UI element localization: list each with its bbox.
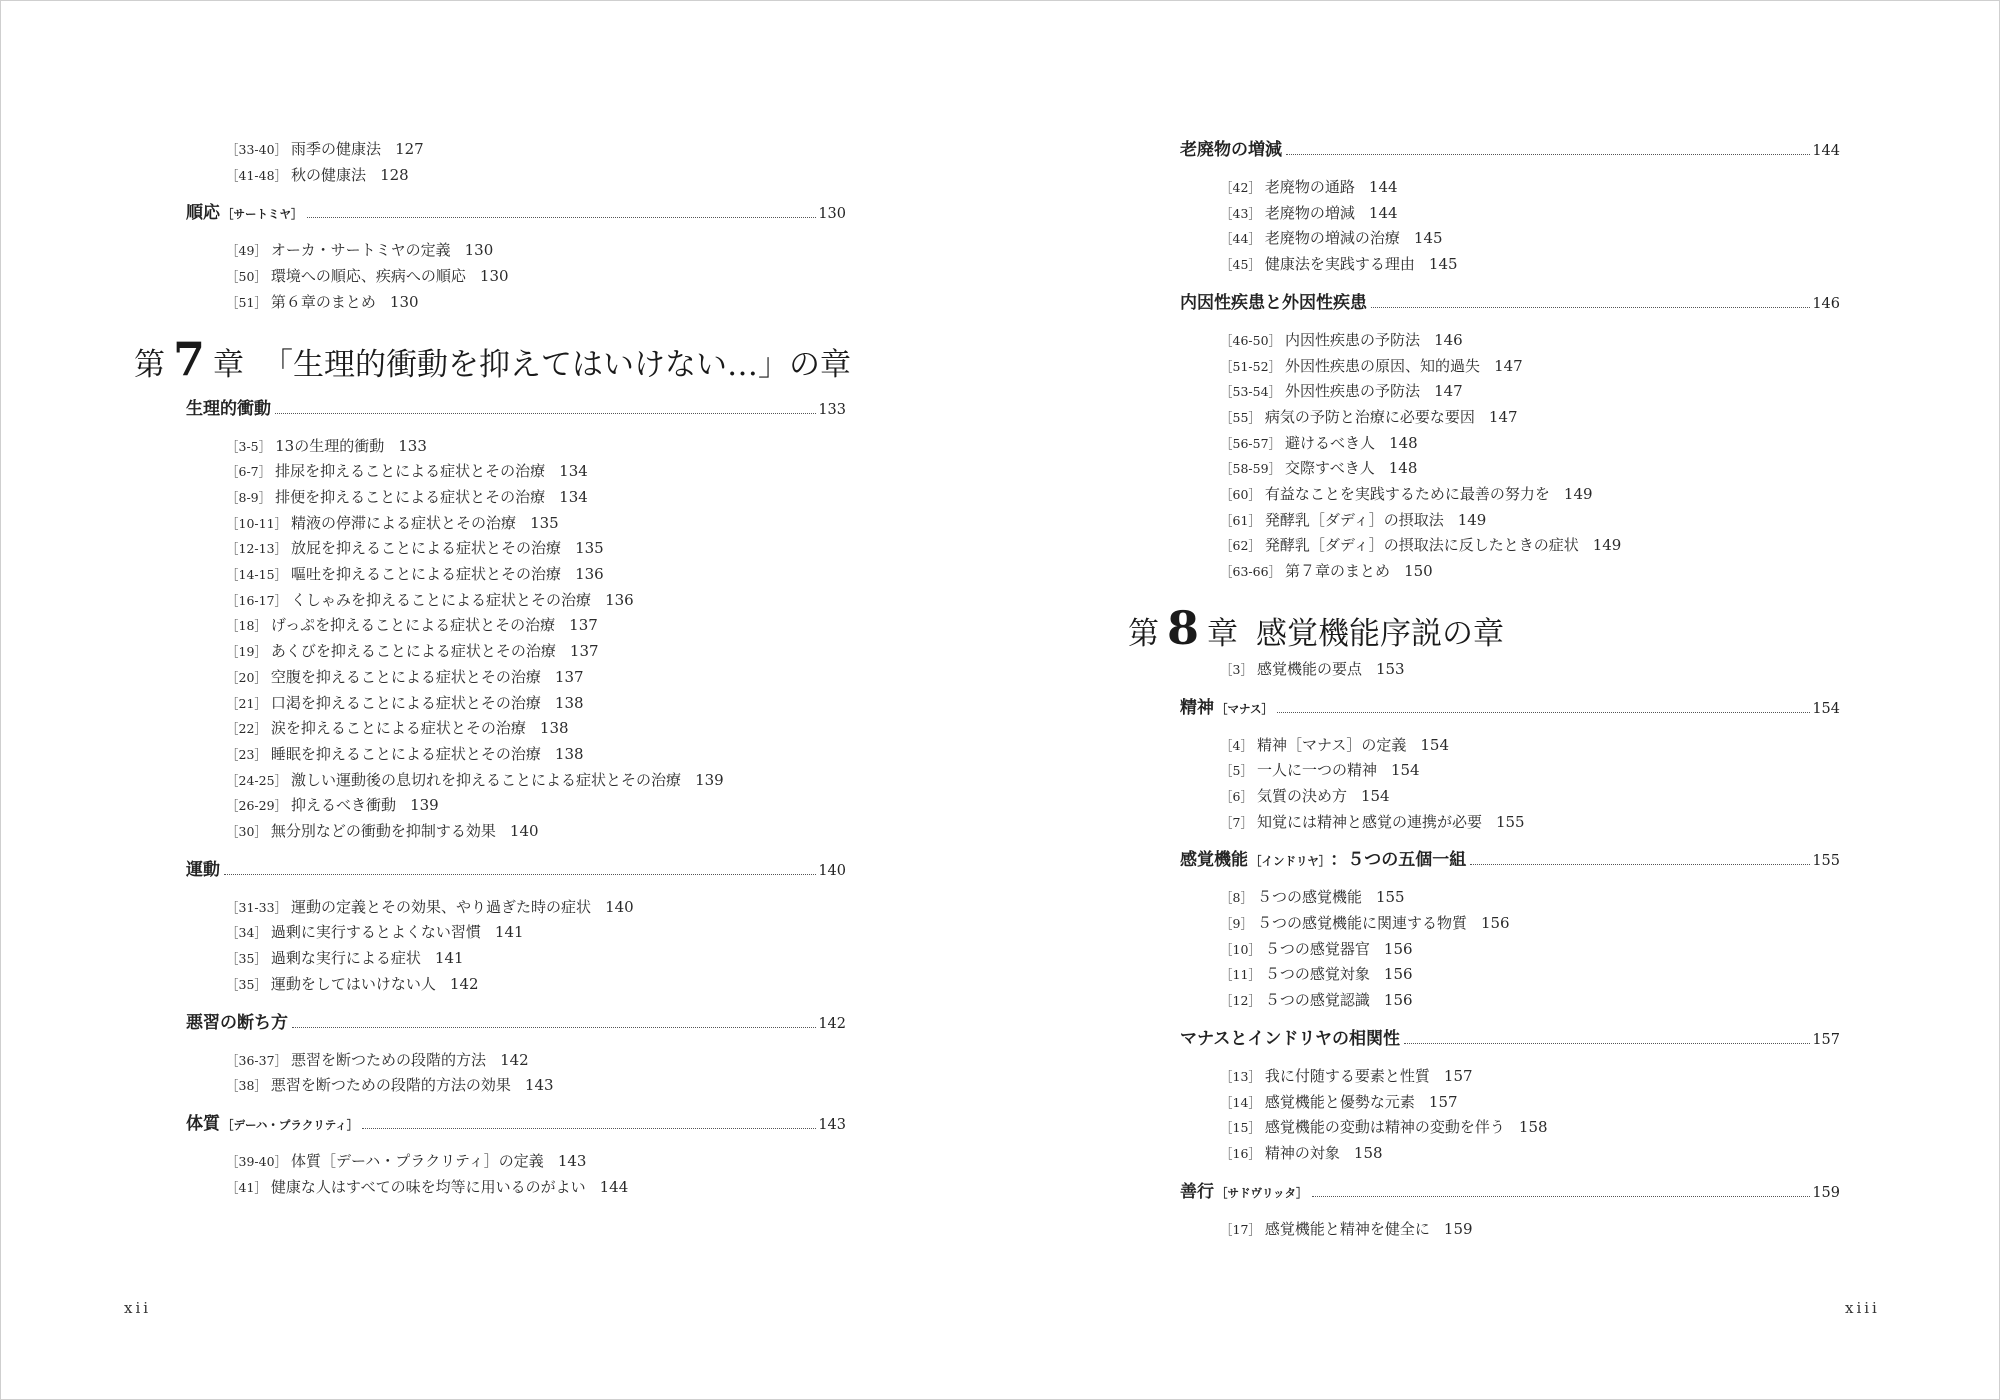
toc-entry[interactable]: ［14］ 感覚機能と優勢な元素 157 (1220, 1092, 1458, 1111)
toc-entry[interactable]: ［63-66］ 第７章のまとめ 150 (1220, 562, 1433, 581)
toc-entry[interactable]: ［6-7］ 排尿を抑えることによる症状とその治療 134 (226, 462, 588, 481)
leader-dots (1470, 863, 1810, 865)
leader-dots (1312, 1195, 1811, 1197)
toc-entry[interactable]: ［10］ ５つの感覚器官 156 (1220, 939, 1413, 958)
toc-entry[interactable]: ［51-52］ 外因性疾患の原因、知的過失 147 (1220, 356, 1523, 375)
toc-entry[interactable]: ［60］ 有益なことを実践するために最善の努力を 149 (1220, 485, 1593, 504)
toc-entry[interactable]: ［3-5］ 13の生理的衝動 133 (226, 436, 427, 455)
toc-entry[interactable]: ［49］ オーカ・サートミヤの定義 130 (226, 241, 494, 260)
toc-entry[interactable]: ［45］ 健康法を実践する理由 145 (1220, 255, 1458, 274)
toc-entry[interactable]: ［62］ 発酵乳［ダディ］の摂取法に反したときの症状 149 (1220, 536, 1622, 555)
leader-dots (1286, 153, 1810, 155)
leader-dots (275, 412, 816, 414)
toc-section-seiri[interactable]: 生理的衝動 133 (186, 398, 846, 419)
toc-section-manasu[interactable]: マナスとインドリヤの相関性 157 (1180, 1028, 1840, 1049)
toc-entry[interactable]: ［35］ 過剰な実行による症状 141 (226, 949, 464, 968)
leader-dots (362, 1127, 816, 1129)
toc-entry[interactable]: ［26-29］ 抑えるべき衝動 139 (226, 796, 439, 815)
toc-entry[interactable]: ［4］ 精神［マナス］の定義 154 (1220, 735, 1449, 754)
toc-entry[interactable]: ［17］ 感覚機能と精神を健全に 159 (1220, 1219, 1473, 1238)
toc-section-undo[interactable]: 運動 140 (186, 859, 846, 880)
toc-entry[interactable]: ［5］ 一人に一つの精神 154 (1220, 761, 1420, 780)
toc-entry[interactable]: ［22］ 涙を抑えることによる症状とその治療 138 (226, 719, 569, 738)
toc-entry[interactable]: ［34］ 過剰に実行するとよくない習慣 141 (226, 923, 524, 942)
toc-entry[interactable]: ［12］ ５つの感覚認識 156 (1220, 991, 1413, 1010)
toc-entry[interactable]: ［55］ 病気の予防と治療に必要な要因 147 (1220, 407, 1518, 426)
page-number-right: xiii (1845, 1299, 1880, 1317)
leader-dots (292, 1026, 816, 1028)
toc-entry[interactable]: ［36-37］ 悪習を断つための段階的方法 142 (226, 1050, 529, 1069)
toc-entry[interactable]: ［9］ ５つの感覚機能に関連する物質 156 (1220, 914, 1510, 933)
right-page (1000, 1, 1999, 1399)
toc-entry[interactable]: ［12-13］ 放屁を抑えることによる症状とその治療 135 (226, 539, 604, 558)
toc-entry[interactable]: ［43］ 老廃物の増減 144 (1220, 203, 1398, 222)
toc-entry[interactable]: ［53-54］ 外因性疾患の予防法 147 (1220, 382, 1463, 401)
toc-right (1128, 137, 1840, 1242)
toc-entry[interactable]: ［61］ 発酵乳［ダディ］の摂取法 149 (1220, 510, 1487, 529)
toc-entry[interactable]: ［58-59］ 交際すべき人 148 (1220, 459, 1418, 478)
toc-entry[interactable]: ［42］ 老廃物の通路 144 (1220, 178, 1398, 196)
toc-entry[interactable]: ［33-40］ 雨季の健康法 127 (226, 140, 424, 158)
toc-entry[interactable]: ［31-33］ 運動の定義とその効果、やり過ぎた時の症状 140 (226, 897, 634, 916)
toc-entry[interactable]: ［8-9］ 排便を抑えることによる症状とその治療 134 (226, 487, 588, 506)
toc-section-zenko[interactable]: 善行 ［サドヴリッタ］ 159 (1180, 1181, 1840, 1202)
toc-section-rohaibutsu[interactable]: 老廃物の増減 144 (1180, 140, 1840, 160)
toc-entry[interactable]: ［18］ げっぷを抑えることによる症状とその治療 137 (226, 616, 598, 635)
toc-entry[interactable]: ［23］ 睡眠を抑えることによる症状とその治療 138 (226, 744, 584, 763)
left-page (1, 1, 1000, 1399)
toc-entry[interactable]: ［19］ あくびを抑えることによる症状とその治療 137 (226, 642, 599, 661)
toc-entry[interactable]: ［50］ 環境への順応、疾病への順応 130 (226, 267, 509, 286)
page-number-left: xii (124, 1299, 152, 1317)
toc-entry[interactable]: ［39-40］ 体質［デーハ・プラクリティ］の定義 143 (226, 1151, 587, 1170)
toc-entry[interactable]: ［35］ 運動をしてはいけない人 142 (226, 974, 479, 993)
toc-entry[interactable]: ［56-57］ 避けるべき人 148 (1220, 433, 1418, 452)
toc-section-junno[interactable]: 順応 ［サートミヤ］ 130 (186, 203, 846, 224)
toc-entry[interactable]: ［21］ 口渇を抑えることによる症状とその治療 138 (226, 693, 584, 712)
toc-entry[interactable]: ［46-50］ 内因性疾患の予防法 146 (1220, 330, 1463, 349)
toc-entry[interactable]: ［6］ 気質の決め方 154 (1220, 786, 1390, 805)
toc-entry[interactable]: ［3］ 感覚機能の要点 153 (1220, 659, 1405, 678)
toc-section-naiin[interactable]: 内因性疾患と外因性疾患 146 (1180, 292, 1840, 313)
leader-dots (1404, 1042, 1810, 1044)
toc-section-akushu[interactable]: 悪習の断ち方 142 (186, 1012, 846, 1033)
toc-entry[interactable]: ［15］ 感覚機能の変動は精神の変動を伴う 158 (1220, 1118, 1548, 1137)
leader-dots (1371, 306, 1810, 308)
toc-entry[interactable]: ［24-25］ 激しい運動後の息切れを抑えることによる症状とその治療 139 (226, 770, 724, 789)
toc-section-seishin[interactable]: 精神 ［マナス］ 154 (1180, 697, 1840, 718)
toc-left (134, 137, 852, 1200)
toc-entry[interactable]: ［8］ ５つの感覚機能 155 (1220, 888, 1405, 907)
toc-entry[interactable]: ［16］ 精神の対象 158 (1220, 1143, 1383, 1162)
toc-entry[interactable]: ［51］ 第６章のまとめ 130 (226, 292, 419, 311)
toc-entry[interactable]: ［41-48］ 秋の健康法 128 (226, 165, 409, 184)
toc-section-taishitsu[interactable]: 体質 ［デーハ・プラクリティ］ 143 (186, 1113, 846, 1134)
toc-entry[interactable]: ［7］ 知覚には精神と感覚の連携が必要 155 (1220, 812, 1525, 831)
toc-entry[interactable]: ［20］ 空腹を抑えることによる症状とその治療 137 (226, 667, 584, 686)
leader-dots (224, 873, 816, 875)
leader-dots (307, 216, 817, 218)
chapter-7-heading[interactable]: 第 7 章 「生理的衝動を抑えてはいけない…」の章 (134, 331, 852, 386)
toc-entry[interactable]: ［38］ 悪習を断つための段階的方法の効果 143 (226, 1076, 554, 1095)
toc-section-kankaku[interactable]: 感覚機能 ［インドリヤ］ ：５つの五個一組 155 (1180, 850, 1840, 871)
toc-entry[interactable]: ［30］ 無分別などの衝動を抑制する効果 140 (226, 822, 539, 841)
toc-entry[interactable]: ［44］ 老廃物の増減の治療 145 (1220, 229, 1443, 248)
toc-entry[interactable]: ［13］ 我に付随する要素と性質 157 (1220, 1066, 1473, 1085)
chapter-8-heading[interactable]: 第 8 章 感覚機能序説の章 (1128, 600, 1505, 655)
toc-entry[interactable]: ［11］ ５つの感覚対象 156 (1220, 965, 1413, 984)
toc-entry[interactable]: ［14-15］ 嘔吐を抑えることによる症状とその治療 136 (226, 565, 604, 584)
toc-entry[interactable]: ［16-17］ くしゃみを抑えることによる症状とその治療 136 (226, 590, 634, 609)
toc-entry[interactable]: ［10-11］ 精液の停滞による症状とその治療 135 (226, 513, 559, 532)
leader-dots (1277, 711, 1810, 713)
toc-entry[interactable]: ［41］ 健康な人はすべての味を均等に用いるのがよい 144 (226, 1177, 629, 1196)
